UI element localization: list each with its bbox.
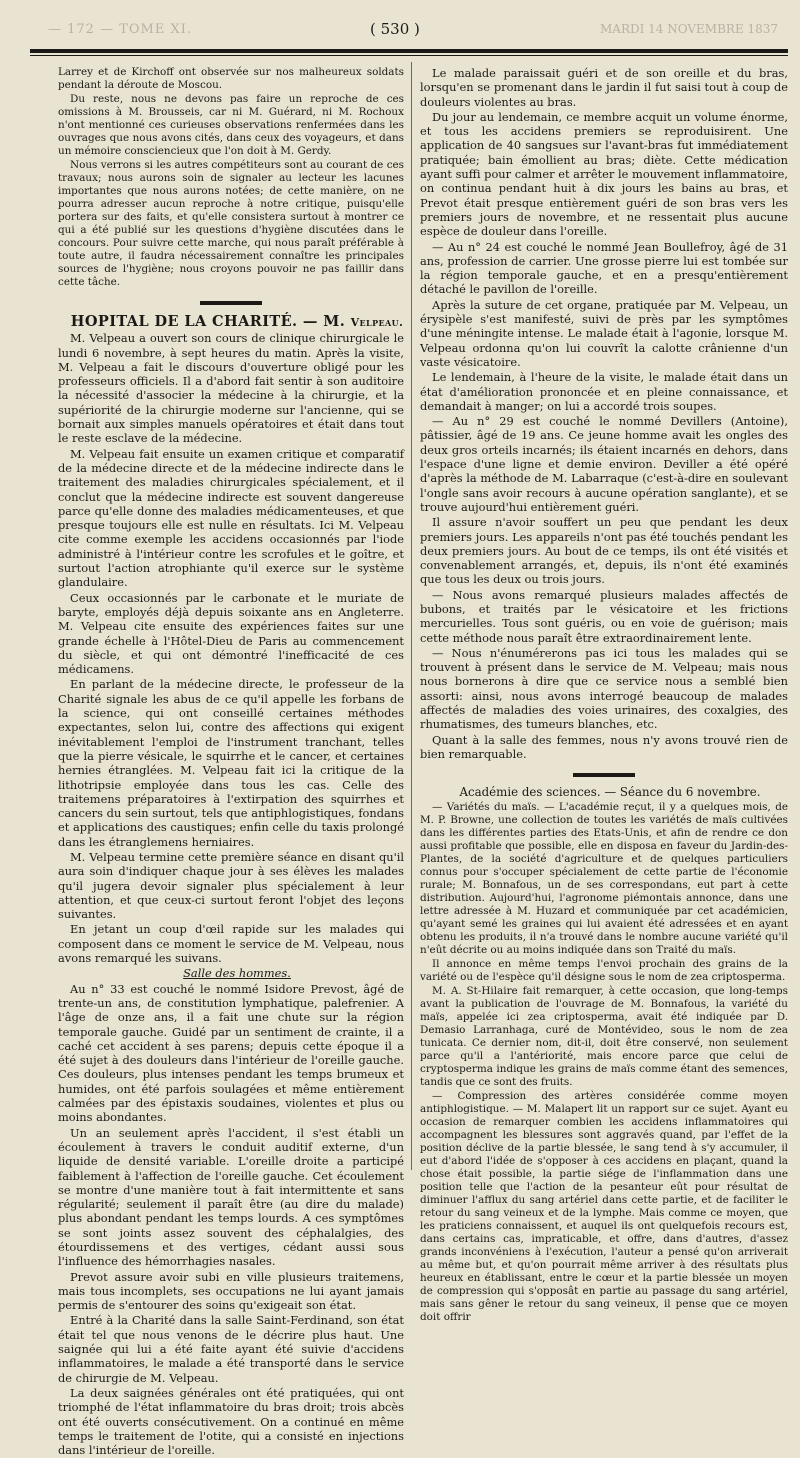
- academy-paragraph: Il annonce en même temps l'envoi prochain des grains de la variété ou de l'espèce qu'il désigne sous le nom de zea criptosperma.: [420, 957, 788, 983]
- left-column: [58, 66, 404, 1458]
- article-paragraph: — Au n° 24 est couché le nommé Jean Boullefroy, âgé de 31 ans, profession de carrier. Une grosse pierre lui est tombée sur la région temporale gauche, et en a presqu'entièrement détaché le pavillon de l'oreille.: [420, 239, 788, 297]
- section-title-name: Velpeau.: [350, 316, 404, 329]
- section-separator: [200, 301, 262, 305]
- academy-paragraph: M. A. St-Hilaire fait remarquer, à cette occasion, que long-temps avant la publication de l'ouvrage de M. Bonnafous, la variété du maïs, appelée ici zea criptosperma, avait été indiquée par D. Demasio Larranhaga, curé de Montévideo, sous le nom de zea tunicata. Ce dernier nom, dit-il, doit être conservé, non seulement parce qu'il a l'antériorité, mais encore parce que celui de cryptosperma indique les grains de maïs comme étant des semences, tandis que ce sont des fruits.: [420, 984, 788, 1088]
- intro-paragraph: Larrey et de Kirchoff ont observée sur nos malheureux soldats pendant la déroute de Moscou.: [58, 66, 404, 91]
- case-paragraph: Prevot assure avoir subi en ville plusieurs traitemens, mais tous incomplets, ses occupations ne lui ayant jamais permis de s'entourer des soins qu'exigeait son état.: [58, 1269, 404, 1313]
- right-column: [420, 66, 788, 1325]
- column-divider: [411, 62, 412, 1170]
- bleed-through-header-left: — 172 — TOME XI.: [48, 22, 192, 37]
- case-paragraph: Au n° 33 est couché le nommé Isidore Prevost, âgé de trente-un ans, de constitution lymphatique, palefrenier. A l'âge de onze ans, il a fait une chute sur la région temporale gauche. Guidé par un sentiment de crainte, il a caché cet accident à ses parens; depuis cette époque il a été sujet à des douleurs dans l'intérieur de l'oreille gauche. Ces douleurs, plus intenses pendant les temps brumeux et humides, ont été parfois soulagées et même entièrement calmées par des épistaxis soudaines, violentes et plus ou moins abondantes.: [58, 981, 404, 1125]
- article-paragraph: Quant à la salle des femmes, nous n'y avons trouvé rien de bien remarquable.: [420, 732, 788, 761]
- article-paragraph: M. Velpeau fait ensuite un examen critique et comparatif de la médecine directe et de la médecine indirecte dans le traitement des maladies chirurgicales spécialement, et il conclut que la médecine indirecte est souvent dangereuse parce qu'elle donne des maladies médicamenteuses, et que presque toujours elle est nulle en résultats. Ici M. Velpeau cite comme exemple les accidens occasionnés par l'iode administré à l'intérieur contre les scrofules et le goître, et surtout l'action atrophiante qu'il exerce sur le système glandulaire.: [58, 446, 404, 590]
- page-number: ( 530 ): [370, 20, 420, 38]
- article-paragraph: Ceux occasionnés par le carbonate et le muriate de baryte, employés déjà depuis soixante ans en Angleterre. M. Velpeau cite ensuite des expériences faites sur une grande échelle à l'Hôtel-Dieu de Paris au commencement du siècle, et qui ont démontré l'inefficacité de ces médicamens.: [58, 590, 404, 677]
- article-paragraph: M. Velpeau a ouvert son cours de clinique chirurgicale le lundi 6 novembre, à sept heures du matin. Après la visite, M. Velpeau a fait le discours d'ouverture obligé pour les professeurs officiels. Il a d'abord fait sentir à son auditoire la nécessité d'associer la médecine à la chirurgie, et la supériorité de la chirurgie moderne sur l'ancienne, qui se bornait aux simples manuels opératoires et était dans tout le reste esclave de la médecine.: [58, 331, 404, 446]
- masthead: [30, 18, 790, 44]
- case-paragraph: La deux saignées générales ont été pratiquées, qui ont triomphé de l'état inflammatoire du bras droit; trois abcès ont été ouverts consécutivement. On a continué en même temps le traitement de l'otite, qui a consisté en injections dans l'intérieur de l'oreille.: [58, 1385, 404, 1458]
- intro-paragraph: Du reste, nous ne devons pas faire un reproche de ces omissions à M. Brousseis, car ni M. Guérard, ni M. Rochoux n'ont mentionné ces curieuses observations renfermées dans les ouvrages que nous avons cités, dans ceux des voyageurs, et dans un mémoire consciencieux que l'on doit à M. Gerdy.: [58, 93, 404, 157]
- academy-heading: Académie des sciences. — Séance du 6 novembre.: [459, 785, 761, 800]
- section-title-text: HOPITAL DE LA CHARITÉ. — M.: [70, 313, 346, 330]
- article-paragraph: En parlant de la médecine directe, le professeur de la Charité signale les abus de ce qu'il appelle les forbans de la science, qui ont conseillé certaines méthodes expectantes, selon lui, contre des affections qui exigent inévitablement l'emploi de l'instrument tranchant, telles que la pierre vésicale, le squirrhe et le cancer, et certaines hernies étranglées. M. Velpeau fait ici la critique de la lithotripsie employée dans tous les cas. Celle des traitemens préparatoires à l'extirpation des squirrhes et cancers du sein surtout, tels que antiphlogistiques, fondans et applications des caustiques; enfin celle du taxis prolongé dans les étranglemens herniaires.: [58, 677, 404, 849]
- article-paragraph: Le malade paraissait guéri et de son oreille et du bras, lorsqu'en se promenant dans le jardin il fut saisi tout à coup de douleurs violentes au bras.: [420, 66, 788, 109]
- article-paragraph: Il assure n'avoir souffert un peu que pendant les deux premiers jours. Les appareils n'ont pas été touchés pendant les deux premiers jours. Au bout de ce temps, ils ont été visités et convenablement arrangés, et, depuis, ils n'ont été examinés que tous les deux ou trois jours.: [420, 515, 788, 587]
- section-title: [58, 315, 404, 330]
- case-paragraph: Entré à la Charité dans la salle Saint-Ferdinand, son état était tel que nous venons de le décrire plus haut. Une saignée qui lui a été faite ayant été suivie d'accidens inflammatoires, le malade a été transporté dans le service de chirurgie de M. Velpeau.: [58, 1313, 404, 1385]
- article-paragraph: En jetant un coup d'œil rapide sur les malades qui composent dans ce moment le service de M. Velpeau, nous avons remarqué les suivans.: [58, 922, 404, 966]
- academy-paragraph: — Compression des artères considérée comme moyen antiphlogistique. — M. Malapert lit un rapport sur ce sujet. Ayant eu occasion de remarquer combien les accidens inflammatoires qui accompagnent les blessures sont aggravés quand, par l'effet de la position déclive de la partie blessée, le sang tend à s'y accumuler, il eut d'abord l'idée de s'opposer à ces accidens en plaçant, quand la chose était possible, la partie siége de l'inflammation dans une position telle que l'action de la pesanteur eût pour résultat de diminuer l'afflux du sang artériel dans cette partie, et de faciliter le retour du sang veineux et de la lymphe. Mais comme ce moyen, que les praticiens connaissent, et auquel ils ont quelquefois recours est, dans certains cas, impraticable, et offre, dans d'autres, d'assez grands inconvéniens à l'exécution, l'auteur a pensé qu'on arriverait au même but, et qu'on pourrait même arriver à des résultats plus heureux en établissant, entre le cœur et la partie blessée un moyen de compression qui s'opposât en partie au passage du sang artériel, mais sans gêner le retour du sang veineux, il pense que ce moyen doit offrir: [420, 1089, 788, 1323]
- section-separator: [573, 773, 635, 777]
- bleed-through-header-right: MARDI 14 NOVEMBRE 1837: [600, 22, 779, 36]
- header-rule-thick: [30, 49, 788, 53]
- article-paragraph: Après la suture de cet organe, pratiquée par M. Velpeau, un érysipèle s'est manifesté, suivi de près par les symptômes d'une méningite intense. Le malade était à l'agonie, lorsque M. Velpeau ordonna qu'on lui couvrît la calotte crânienne d'un vaste vésicatoire.: [420, 297, 788, 369]
- article-paragraph: M. Velpeau termine cette première séance en disant qu'il aura soin d'indiquer chaque jour à ses élèves les malades qu'il jugera devoir signaler plus spécialement à leur attention, et que ceux-ci surtout feront l'objet des leçons suivantes.: [58, 849, 404, 922]
- article-paragraph: Le lendemain, à l'heure de la visite, le malade était dans un état d'amélioration prononcée et en pleine connaissance, et demandait à manger; on lui a accordé trois soupes.: [420, 370, 788, 413]
- intro-paragraph: Nous verrons si les autres compétiteurs sont au courant de ces travaux; nous aurons soin de signaler au lecteur les lacunes importantes que nous aurons notées; de cette manière, on ne pourra adresser aucun reproche à notre critique, puisqu'elle portera sur des faits, et qu'elle consistera surtout à montrer ce qui a été publié sur les questions d'hygiène discutées dans le concours. Pour suivre cette marche, qui nous paraît préférable à toute autre, il faudra nécessairement connaître les principales sources de l'hygiène; nous croyons pouvoir ne pas faillir dans cette tâche.: [58, 159, 404, 288]
- article-paragraph: — Nous n'énumérerons pas ici tous les malades qui se trouvent à présent dans le service de M. Velpeau; mais nous nous bornerons à dire que ce service nous a semblé bien assorti: ainsi, nous avons interrogé beaucoup de malades affectés de maladies des voies urinaires, des coxalgies, des rhumatismes, des tumeurs blanches, etc.: [420, 645, 788, 732]
- academy-paragraph: — Variétés du maïs. — L'académie reçut, il y a quelques mois, de M. P. Browne, une collection de toutes les variétés de maïs cultivées dans les différentes parties des Etats-Unis, et afin de rendre ce don aussi profitable que possible, elle en disposa en faveur du Jardin-des-Plantes, de la société d'agriculture et de quelques particuliers connus pour s'occuper spécialement de cette partie de l'économie rurale; M. Bonnafous, un de ses correspondans, eut part à cette distribution. Aujourd'hui, l'agronome piémontais annonce, dans une lettre adressée à M. Huzard et communiquée par cet académicien, qu'ayant semé les graines qui lui avaient été adressées et en ayant obtenu les produits, il n'a trouvé dans le nombre aucune variété qu'il n'eût décrite ou au moins indiquée dans son Traité du maïs.: [420, 800, 788, 956]
- article-paragraph: — Au n° 29 est couché le nommé Devillers (Antoine), pâtissier, âgé de 19 ans. Ce jeune homme avait les ongles des deux gros orteils incarnés; ils étaient incarnés en dehors, dans l'espace d'une ligne et demie environ. Deviller a été opéré d'après la méthode de M. Labarraque (c'est-à-dire en soulevant l'ongle sans avoir recours à aucune opération sanglante), et se trouve aujourd'hui entièrement guéri.: [420, 414, 788, 514]
- article-paragraph: Du jour au lendemain, ce membre acquit un volume énorme, et tous les accidens premiers se reproduisirent. Une application de 40 sangsues sur l'avant-bras fut immédiatement pratiquée; bain émollient au bras; diète. Cette médication ayant suffi pour calmer et arrêter le mouvement inflammatoire, on continua pendant huit à dix jours les bains au bras, et Prevot était presque entièrement guéri de son bras vers les premiers jours de novembre, et ne ressentait plus aucune espèce de douleur dans l'oreille.: [420, 109, 788, 239]
- header-rule-thin: [30, 55, 788, 56]
- article-paragraph: — Nous avons remarqué plusieurs malades affectés de bubons, et traités par le vésicatoire et les frictions mercurielles. Tous sont guéris, ou en voie de guérison; mais cette méthode nous paraît être extraordinairement lente.: [420, 587, 788, 645]
- academy-block: [420, 801, 788, 1324]
- intro-block: [58, 66, 404, 289]
- ward-title: Salle des hommes.: [183, 966, 291, 981]
- case-paragraph: Un an seulement après l'accident, il s'est établi un écoulement à travers le conduit auditif externe, d'un liquide de densité variable. L'oreille droite a participé faiblement à l'affection de l'oreille gauche. Cet écoulement se montre d'une manière tout à fait intermittente et sans régularité; seulement il paraît être (au dire du malade) plus abondant pendant les temps lourds. A ces symptômes se sont joints assez souvent des céphalalgies, des étourdissemens et des vertiges, cédant aussi sous l'influence des hémorrhagies nasales.: [58, 1125, 404, 1269]
